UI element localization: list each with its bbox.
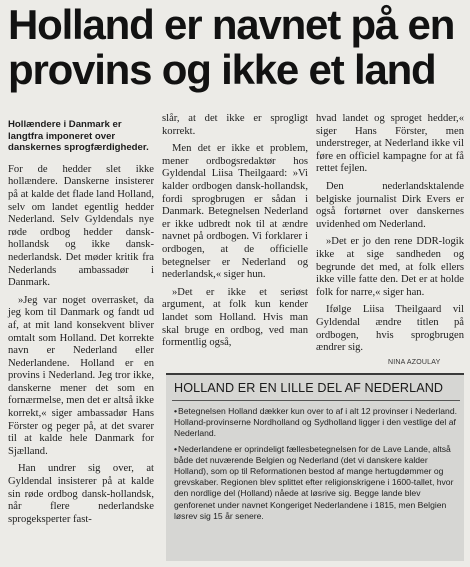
article-paragraph: Den nederlandsktalende belgiske journalist Dirk Evers er også fortørnet over danskernes uvidenhed om Nederland.: [316, 180, 464, 230]
article-paragraph: For de hedder slet ikke hollændere. Danskerne insisterer på at kalde det flade land Holland, selv om landet egentlig hedder Nederland. Selv Gyldendals nye røde ordbog hedder dansk-hollandsk og ikke dansk-nederlandsk. Det møder kritik fra Nederlands ambassadør i Danmark.: [8, 163, 154, 289]
factbox-item: [174, 406, 460, 440]
article-lead: Hollændere i Danmark er langtfra imponeret over danskernes sprogfærdigheder.: [8, 119, 149, 154]
article-paragraph: »Det er ikke et seriøst argument, at folk kun kender landet som Holland. Hvis man skal bruge en ordbog, ved man formentlig også,: [162, 286, 308, 349]
factbox: [166, 373, 464, 561]
article-paragraph: Ifølge Liisa Theilgaard vil Gyldendal ændre titlen på ordbogen, hvis sprogbrugen ændrer sig.: [316, 304, 464, 354]
article-paragraph: »Det er jo den rene DDR-logik ikke at sige sandheden og begrunde det med, at folk ellers ikke ville fatte den. Det er at holde folk for narre,« siger han.: [316, 236, 464, 298]
article-paragraph: hvad landet og sproget hedder,« siger Hans Förster, men understreger, at Nederland ikke vil føre en officiel kampagne for at få rettet fejlen.: [316, 113, 464, 175]
bullet-icon: •: [174, 406, 178, 416]
article-paragraph: Han undrer sig over, at Gyldendal insisterer på at kalde sin røde ordbog dansk-hollandsk, når flere nederlandske sprogeksperter fast-: [8, 463, 154, 525]
factbox-item: [174, 444, 460, 522]
article-paragraph: slår, at det ikke er sprogligt korrekt.: [162, 113, 308, 137]
article-column-2: [162, 113, 308, 355]
article-byline: NINA AZOULAY: [388, 359, 441, 366]
factbox-item-text: Nederlandene er oprindeligt fællesbetegnelsen for de Lave Lande, altså både det nuværende Belgien og Nederland (det vi danskere kalder Holland), som op til Reformationen bestod af mange hertugdømmer og grevskaber. Regionen blev splittet efter religionskrigene i 1600-tallet, hvor den nordlige del (Holland) nåede at løsrive sig. Begge lande blev genforenet under navnet Kongeriget Nederlandene i 1815, men Belgien løsrev sig 15 år senere.: [174, 443, 454, 521]
article-headline: Holland er navnet på en provins og ikke et land: [8, 1, 455, 93]
article-paragraph: Men det er ikke et problem, mener ordbogsredaktør hos Gyldendal Liisa Theilgaard: »Vi kalder ordbogen dansk-hollandsk, fordi sprogbrugen er sådan i Danmark. Betegnelsen Nederland er ikke udbredt nok til at ændre navnet på ordbogen. Vi forklarer i ordbogen, at de officielle betegnelser er Nederland og nederlandsk,« siger hun.: [162, 143, 308, 281]
article-paragraph: »Jeg var noget overrasket, da jeg kom til Danmark og fandt ud af, at mit land konsekvent bliver omtalt som Holland. Det korrekte navn er Nederland eller Nederlandene. Holland er en provins i Nederland. Jeg tror ikke, danskerne mener det som en fornærmelse, men det er altså ikke korrekt,« siger ambassadør Hans Förster og peger på, at det svarer til at kalde hele Danmark for Sjælland.: [8, 294, 154, 457]
factbox-divider: [172, 400, 460, 401]
bullet-icon: •: [174, 443, 178, 454]
article-column-1: [8, 119, 154, 531]
factbox-body: [174, 406, 460, 526]
factbox-title: HOLLAND ER EN LILLE DEL AF NEDERLAND: [174, 381, 444, 395]
factbox-item-text: Betegnelsen Holland dækker kun over to af i alt 12 provinser i Nederland. Holland-provinserne Nordholland og Sydholland ligger i den vestlige del af Nederland.: [174, 406, 457, 439]
article-column-3: [316, 113, 464, 360]
